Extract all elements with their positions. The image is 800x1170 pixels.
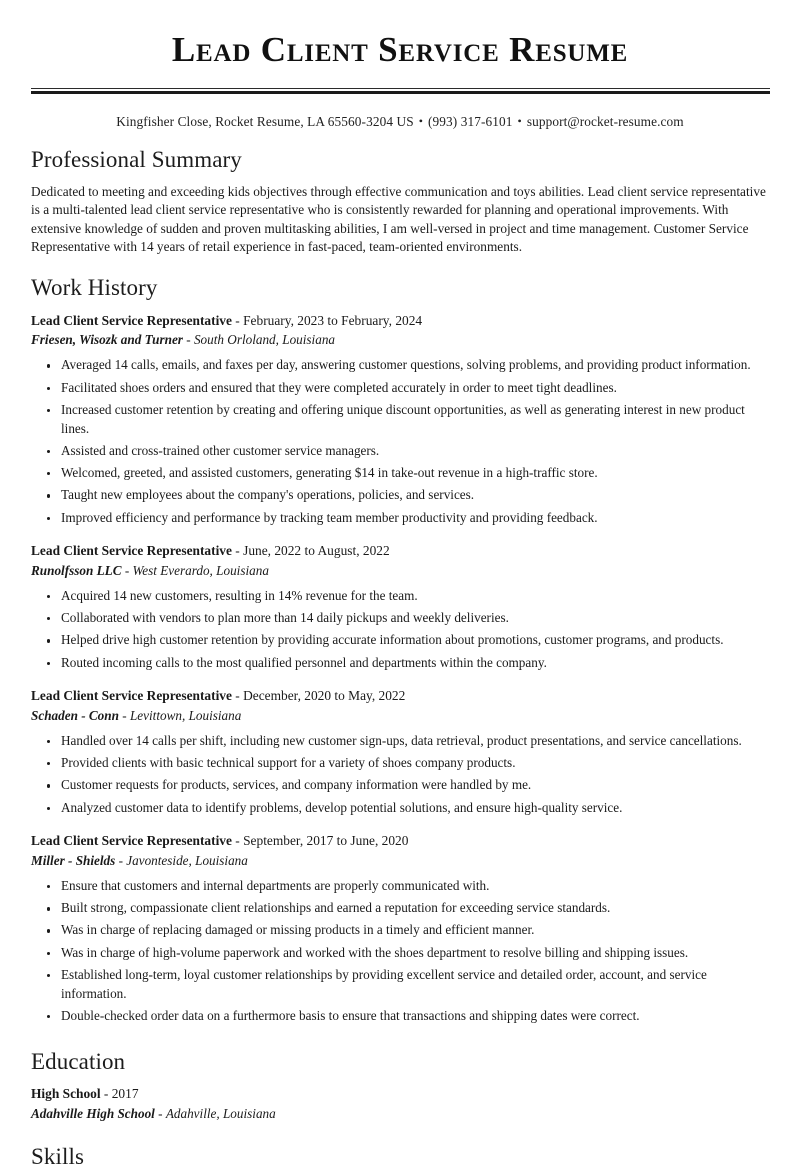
list-item: Collaborated with vendors to plan more than 14 daily pickups and weekly deliveries. [61,609,769,628]
job-title: Lead Client Service Representative [31,688,232,704]
section-heading-education: Education [31,1048,126,1074]
header-divider [31,88,770,94]
job-entry [31,311,769,527]
job-header [31,541,769,560]
list-item: Customer requests for products, services, and company information were handled by me. [61,776,769,795]
list-item: Acquired 14 new customers, resulting in 14% revenue for the team. [61,587,769,606]
list-item: Provided clients with basic technical support for a variety of shoes company products. [61,754,769,773]
education-entry [31,1084,769,1123]
list-item: Was in charge of high-volume paperwork and worked with the shoes department to resolve billing and shipping issues. [61,944,769,963]
job-location: South Orloland, Louisiana [193,332,336,348]
list-item: Established long-term, loyal customer relationships by providing excellent service and detailed order, account, and service information. [61,966,769,1003]
contact-separator-2: • [517,114,522,129]
contact-address: Kingfisher Close, Rocket Resume, LA 65560-3204 US [116,114,414,130]
job-bullets [31,587,769,672]
job-company-dash: - [118,707,130,723]
education-dash: - [100,1086,112,1102]
job-dash: - [231,688,244,704]
list-item: Was in charge of replacing damaged or missing products in a timely and efficient manner. [61,921,769,940]
education-school: Adahville High School [31,1105,155,1121]
job-location: West Everardo, Louisiana [132,562,269,578]
section-professional-summary [31,146,769,256]
job-company: Friesen, Wisozk and Turner [31,332,183,348]
job-company-line [31,706,769,725]
job-company-line [31,561,769,580]
job-dates: February, 2023 to February, 2024 [243,312,423,328]
list-item: Double-checked order data on a furthermore basis to ensure that transactions and shipping dates were correct. [61,1007,769,1026]
job-entry [31,686,769,817]
contact-separator-1: • [418,114,423,129]
education-degree-line [31,1084,769,1103]
job-dates: September, 2017 to June, 2020 [243,833,409,849]
education-school-dash: - [154,1105,166,1121]
job-header [31,686,769,705]
list-item: Routed incoming calls to the most qualified personnel and departments within the company. [61,654,769,673]
job-dash: - [231,833,244,849]
job-company-dash: - [115,852,127,868]
list-item: Averaged 14 calls, emails, and faxes per day, answering customer questions, solving problems, and providing product information. [61,356,769,375]
job-company-dash: - [121,562,133,578]
job-company-line [31,330,769,349]
job-title: Lead Client Service Representative [31,312,232,328]
list-item: Helped drive high customer retention by providing accurate information about promotions, customer programs, and products. [61,631,769,650]
job-company: Miller - Shields [31,852,116,868]
section-skills [31,1143,769,1170]
section-heading-skills: Skills [31,1143,85,1169]
section-heading-summary: Professional Summary [31,147,242,173]
contact-phone: (993) 317-6101 [428,114,513,130]
list-item: Taught new employees about the company's operations, policies, and services. [61,486,769,505]
job-company: Runolfsson LLC [31,562,122,578]
job-company: Schaden - Conn [31,707,119,723]
job-dates: June, 2022 to August, 2022 [243,543,390,559]
contact-line [31,114,769,130]
education-year: 2017 [111,1086,139,1102]
job-location: Levittown, Louisiana [129,707,242,723]
list-item: Ensure that customers and internal departments are properly communicated with. [61,877,769,896]
job-dash: - [231,543,244,559]
job-entry [31,541,769,672]
list-item: Built strong, compassionate client relationships and earned a reputation for exceeding service standards. [61,899,769,918]
job-company-dash: - [182,332,194,348]
list-item: Improved efficiency and performance by tracking team member productivity and providing feedback. [61,509,769,528]
job-bullets [31,732,769,817]
job-dash: - [231,312,244,328]
list-item: Handled over 14 calls per shift, including new customer sign-ups, data retrieval, product presentations, and service cancellations. [61,732,769,751]
list-item: Welcomed, greeted, and assisted customers, generating $14 in take-out revenue in a high-traffic store. [61,464,769,483]
job-bullets [31,877,769,1026]
page-title: Lead Client Service Resume [171,30,629,69]
job-entry [31,831,769,1025]
education-degree: High School [31,1086,101,1102]
list-item: Facilitated shoes orders and ensured that they were completed accurately in order to meet tight deadlines. [61,379,769,398]
list-item: Assisted and cross-trained other customer service managers. [61,442,769,461]
job-company-line [31,851,769,870]
job-header [31,311,769,330]
section-work-history [31,274,769,1025]
list-item: Increased customer retention by creating and offering unique discount opportunities, as well as generating interest in new product lines. [61,401,769,438]
job-location: Javonteside, Louisiana [126,852,248,868]
divider-rule-thick [31,91,770,94]
job-title: Lead Client Service Representative [31,543,232,559]
section-heading-work-history: Work History [31,275,158,301]
summary-text: Dedicated to meeting and exceeding kids objectives through effective communication and toys abilities. Lead client service representative is a multi-talented lead client service representative who is consistently rewarded for planning and operational improvements. With extensive knowledge of sudden and proven multitasking abilities, I am well-versed in project and time management. Customer Service Representative with 14 years of retail experience in fast-paced, team-oriented environments. [31,183,766,254]
job-bullets [31,356,769,527]
contact-email[interactable]: support@rocket-resume.com [526,114,684,130]
job-title: Lead Client Service Representative [31,833,232,849]
list-item: Analyzed customer data to identify problems, develop potential solutions, and ensure high-quality service. [61,799,769,818]
job-header [31,831,769,850]
education-location: Adahville, Louisiana [165,1105,276,1121]
section-education [31,1048,769,1123]
education-school-line [31,1104,769,1123]
job-dates: December, 2020 to May, 2022 [243,688,406,704]
